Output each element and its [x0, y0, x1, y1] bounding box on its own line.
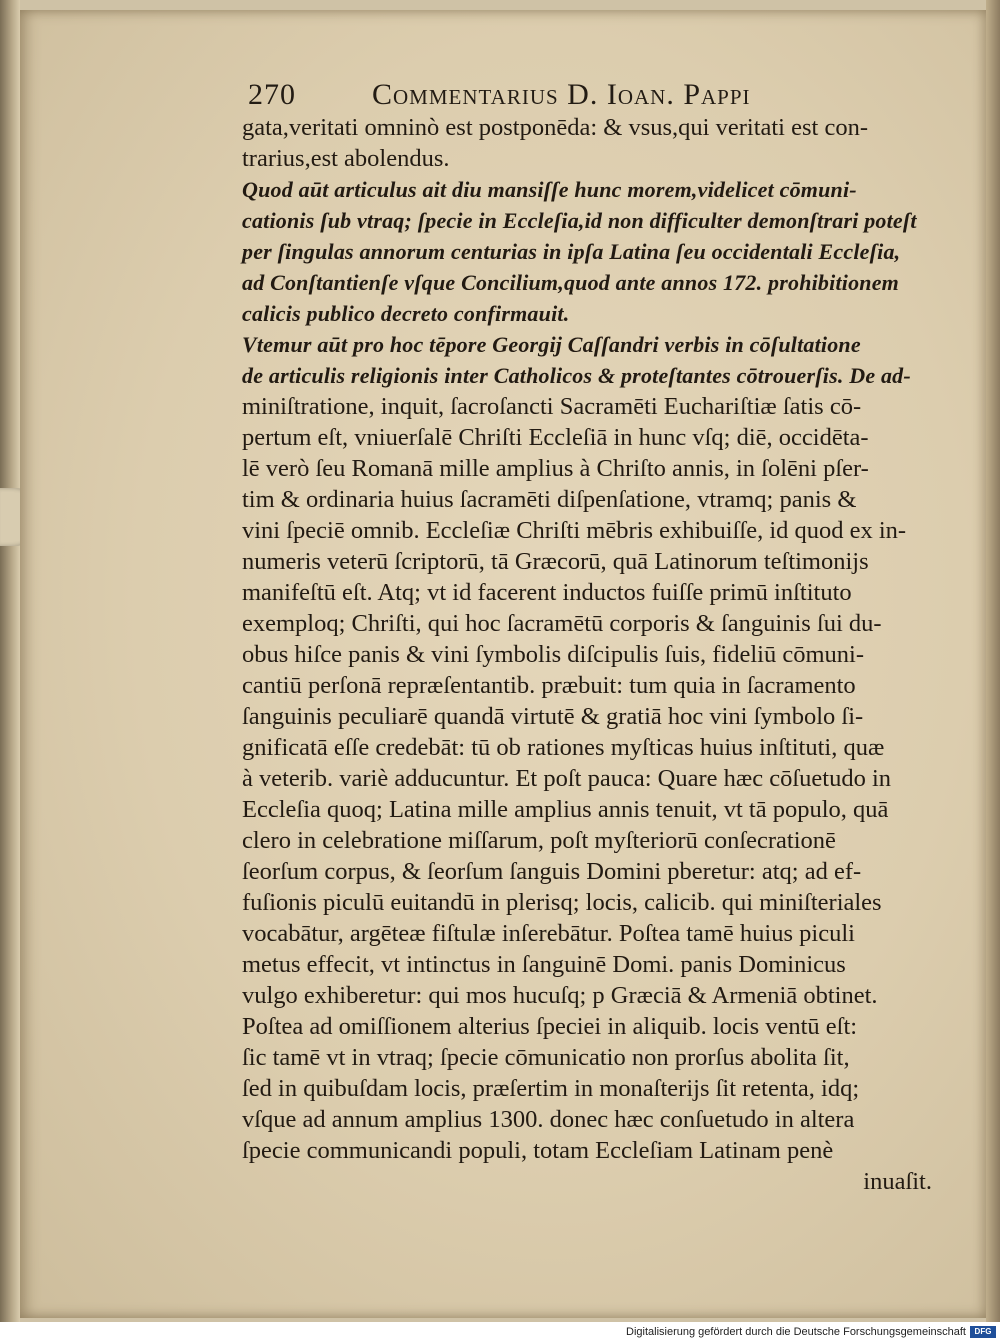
text-line: calicis publico decreto confirmauit.: [242, 301, 570, 326]
text-line: Vtemur aūt pro hoc tēpore Georgij Caſſandri verbis in cōſultatione: [242, 332, 861, 357]
text-line: ſanguinis peculiarē quandā virtutē & gratiā hoc vini ſymbolo ſi-: [242, 703, 864, 730]
text-line: gata,veritati omninò est postponēda: & vsus,qui veritati est con-: [242, 114, 868, 141]
text-line: fuſionis piculū euitandū in plerisq; locis, calicib. qui miniſteriales: [242, 889, 882, 916]
text-line: ad Conſtantienſe vſque Concilium,quod ante annos 172. prohibitionem: [242, 270, 899, 295]
digitization-footer: [0, 1322, 1000, 1342]
text-line: exemploq; Chriſti, qui hoc ſacramētū corporis & ſanguinis ſui du-: [242, 610, 882, 637]
text-line: vſque ad annum amplius 1300. donec hæc conſuetudo in altera: [242, 1106, 855, 1133]
text-line: per ſingulas annorum centurias in ipſa Latina ſeu occidentali Eccleſia,: [242, 239, 901, 264]
text-line: manifeſtū eſt. Atq; vt id facerent inductos fuiſſe primū inſtituto: [242, 579, 852, 606]
book-binding: [0, 0, 20, 1322]
text-line: de articulis religionis inter Catholicos & proteſtantes cōtrouerſis. De ad-: [242, 363, 911, 388]
running-title: Commentarius D. Ioan. Pappi: [372, 78, 751, 111]
text-line: lē verò ſeu Romanā mille amplius à Chriſto annis, in ſolēni pſer-: [242, 455, 869, 482]
text-line: vocabātur, argēteæ fiſtulæ inſerebātur. Poſtea tamē huius piculi: [242, 920, 855, 947]
text-line: metus effecit, vt intinctus in ſanguinē Domi. panis Dominicus: [242, 951, 846, 978]
text-line: obus hiſce panis & vini ſymbolis diſcipulis ſuis, fideliū cōmuni-: [242, 641, 864, 668]
text-line: ſed in quibuſdam locis, præſertim in monaſterijs ſit retenta, idq;: [242, 1075, 860, 1102]
page-edge: [986, 0, 1000, 1322]
body-text: [242, 112, 932, 1197]
text-line: Poſtea ad omiſſionem alterius ſpeciei in aliquib. locis ventū eſt:: [242, 1013, 858, 1040]
text-line: trarius,est abolendus.: [242, 145, 450, 172]
dfg-logo: DFG: [970, 1326, 996, 1338]
text-line: gnificatā eſſe credebāt: tū ob rationes myſticas huius inſtituti, quæ: [242, 734, 885, 761]
text-line: pertum eſt, vniuerſalē Chriſti Eccleſiā in hunc vſq; diē, occidēta-: [242, 424, 869, 451]
text-line: cationis ſub vtraq; ſpecie in Eccleſia,id non difficulter demonſtrari poteſt: [242, 208, 917, 233]
text-line: ſpecie communicandi populi, totam Eccleſiam Latinam penè: [242, 1137, 834, 1164]
funding-credit: Digitalisierung gefördert durch die Deutsche Forschungsgemeinschaft: [626, 1326, 966, 1338]
text-line: cantiū perſonā repræſentantib. præbuit: tum quia in ſacramento: [242, 672, 856, 699]
text-line: clero in celebratione miſſarum, poſt myſteriorū conſecrationē: [242, 827, 836, 854]
text-line: à veterib. variè adducuntur. Et poſt pauca: Quare hæc cōſuetudo in: [242, 765, 892, 792]
text-line: miniſtratione, inquit, ſacroſancti Sacramēti Euchariſtiæ ſatis cō-: [242, 393, 862, 420]
text-line: numeris veterū ſcriptorū, tā Græcorū, quā Latinorum teſtimonijs: [242, 548, 869, 575]
text-line: tim & ordinaria huius ſacramēti diſpenſatione, vtramq; panis &: [242, 486, 857, 513]
text-line: Quod aūt articulus ait diu mansiſſe hunc morem,videlicet cōmuni-: [242, 177, 857, 202]
page-number: 270: [248, 78, 296, 111]
catchword: inuaſit.: [863, 1168, 932, 1195]
text-line: vulgo exhiberetur: qui mos hucuſq; p Græciā & Armeniā obtinet.: [242, 982, 878, 1009]
text-line: ſic tamē vt in vtraq; ſpecie cōmunicatio non prorſus abolita ſit,: [242, 1044, 850, 1071]
text-line: Eccleſia quoq; Latina mille amplius annis tenuit, vt tā populo, quā: [242, 796, 889, 823]
text-line: ſeorſum corpus, & ſeorſum ſanguis Domini pberetur: atq; ad ef-: [242, 858, 862, 885]
text-line: vini ſpeciē omnib. Eccleſiæ Chriſti mēbris exhibuiſſe, id quod ex in-: [242, 517, 907, 544]
